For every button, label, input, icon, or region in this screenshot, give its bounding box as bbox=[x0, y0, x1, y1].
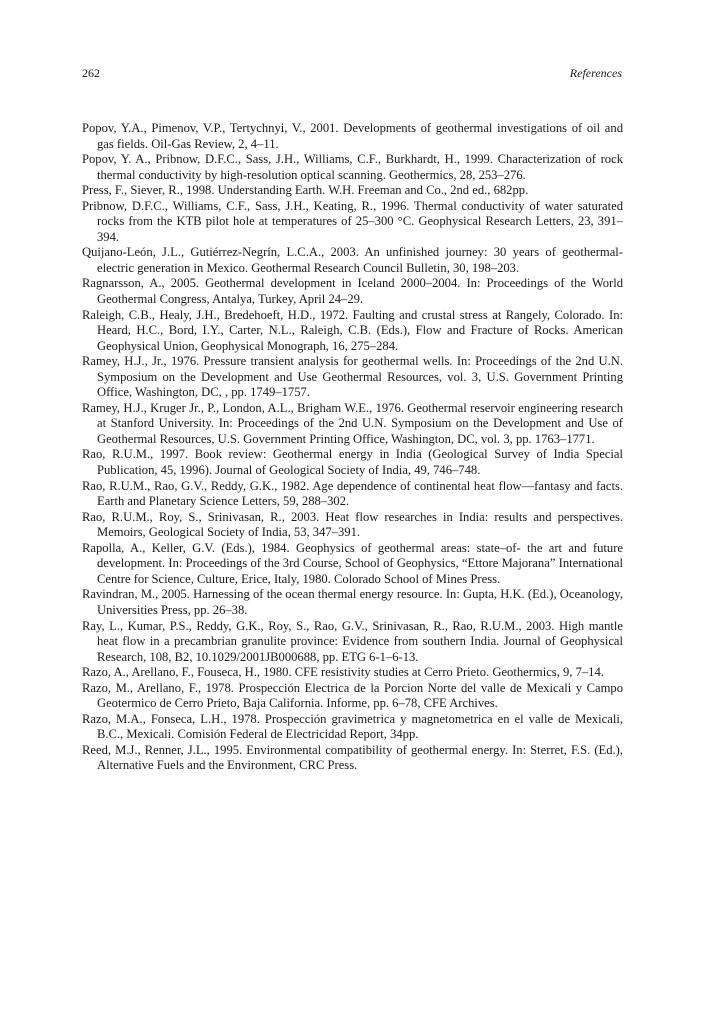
reference-entry: Ramey, H.J., Jr., 1976. Pressure transient analysis for geothermal wells. In: Proceedings of the 2nd U.N. Symposium on the Development and Use Geothermal Resources, vol. 3, U.S. Government Printing Office, Washington, DC, , pp. 1749–1757. bbox=[82, 354, 623, 400]
reference-entry: Razo, A., Arellano, F., Fouseca, H., 1980. CFE resistivity studies at Cerro Prieto. Geothermics, 9, 7–14. bbox=[82, 665, 604, 680]
reference-entry: Razo, M., Arellano, F., 1978. Prospección Electrica de la Porcion Norte del valle de Mexicali y Campo Geotermico de Cerro Prieto, Baja California. Informe, pp. 6–78, CFE Archives. bbox=[82, 680, 623, 711]
reference-entry: Ramey, H.J., Kruger Jr., P., London, A.L., Brigham W.E., 1976. Geothermal reservoir engineering research at Stanford University. In: Proceedings of the 2nd U.N. Symposium on the Development and Use of Geothermal Resources, U.S. Government Printing Office, Washington, DC, vol. 3, pp. 1763–1771. bbox=[82, 400, 623, 446]
reference-entry: Rao, R.U.M., Roy, S., Srinivasan, R., 2003. Heat flow researches in India: results and perspectives. Memoirs, Geological Society of India, 53, 347–391. bbox=[82, 509, 623, 540]
reference-entry: Pribnow, D.F.C., Williams, C.F., Sass, J.H., Keating, R., 1996. Thermal conductivity of water saturated rocks from the KTB pilot hole at temperatures of 25–300 °C. Geophysical Research Letters, 23, 391–394. bbox=[82, 198, 623, 244]
reference-entry: Razo, M.A., Fonseca, L.H., 1978. Prospección gravimetrica y magnetometrica en el valle de Mexicali, B.C., Mexicali. Comisión Federal de Electricidad Report, 34pp. bbox=[82, 711, 623, 742]
reference-entry: Ragnarsson, A., 2005. Geothermal development in Iceland 2000–2004. In: Proceedings of the World Geothermal Congress, Antalya, Turkey, April 24–29. bbox=[82, 276, 623, 307]
reference-entry: Popov, Y.A., Pimenov, V.P., Tertychnyi, V., 2001. Developments of geothermal investigations of oil and gas fields. Oil-Gas Review, 2, 4–11. bbox=[82, 121, 623, 151]
reference-entry: Quijano-León, J.L., Gutiérrez-Negrín, L.C.A., 2003. An unfinished journey: 30 years of geothermal-electric generation in Mexico. Geothermal Research Council Bulletin, 30, 198–203. bbox=[82, 245, 623, 275]
running-head: References bbox=[569, 66, 622, 80]
reference-entry: Reed, M.J., Renner, J.L., 1995. Environmental compatibility of geothermal energy. In: Sterret, F.S. (Ed.), Alternative Fuels and the Environment, CRC Press. bbox=[82, 742, 623, 773]
reference-entry: Raleigh, C.B., Healy, J.H., Bredehoeft, H.D., 1972. Faulting and crustal stress at Rangely, Colorado. In: Heard, H.C., Bord, I.Y., Carter, N.L., Raleigh, C.B. (Eds.), Flow and Fracture of Rocks. American Geophysical Union, Geophysical Monograph, 16, 275–284. bbox=[82, 307, 623, 353]
page-header bbox=[82, 66, 622, 84]
reference-list bbox=[82, 121, 623, 774]
reference-entry: Rao, R.U.M., Rao, G.V., Reddy, G.K., 1982. Age dependence of continental heat flow—fantasy and facts. Earth and Planetary Science Letters, 59, 288–302. bbox=[82, 478, 623, 509]
reference-entry: Press, F., Siever, R., 1998. Understanding Earth. W.H. Freeman and Co., 2nd ed., 682pp. bbox=[82, 183, 529, 198]
reference-entry: Ravindran, M., 2005. Harnessing of the ocean thermal energy resource. In: Gupta, H.K. (Ed.), Oceanology, Universities Press, pp. 26–38. bbox=[82, 587, 623, 617]
reference-entry: Rao, R.U.M., 1997. Book review: Geothermal energy in India (Geological Survey of India Special Publication, 45, 1996). Journal of Geological Society of India, 49, 746–748. bbox=[82, 447, 623, 478]
reference-entry: Ray, L., Kumar, P.S., Reddy, G.K., Roy, S., Rao, G.V., Srinivasan, R., Rao, R.U.M., 2003. High mantle heat flow in a precambrian granulite province: Evidence from southern India. Journal of Geophysical Research, 108, B2, 10.1029/2001JB000688, pp. ETG 6-1–6-13. bbox=[82, 618, 623, 664]
reference-entry: Rapolla, A., Keller, G.V. (Eds.), 1984. Geophysics of geothermal areas: state–of- the art and future development. In: Proceedings of the 3rd Course, School of Geophysics, “Ettore Majorana” International Centre for Science, Culture, Erice, Italy, 1980. Colorado School of Mines Press. bbox=[82, 540, 623, 586]
reference-entry: Popov, Y. A., Pribnow, D.F.C., Sass, J.H., Williams, C.F., Burkhardt, H., 1999. Characterization of rock thermal conductivity by high-resolution optical scanning. Geothermics, 28, 253–276. bbox=[82, 152, 623, 182]
page-number: 262 bbox=[82, 66, 100, 80]
